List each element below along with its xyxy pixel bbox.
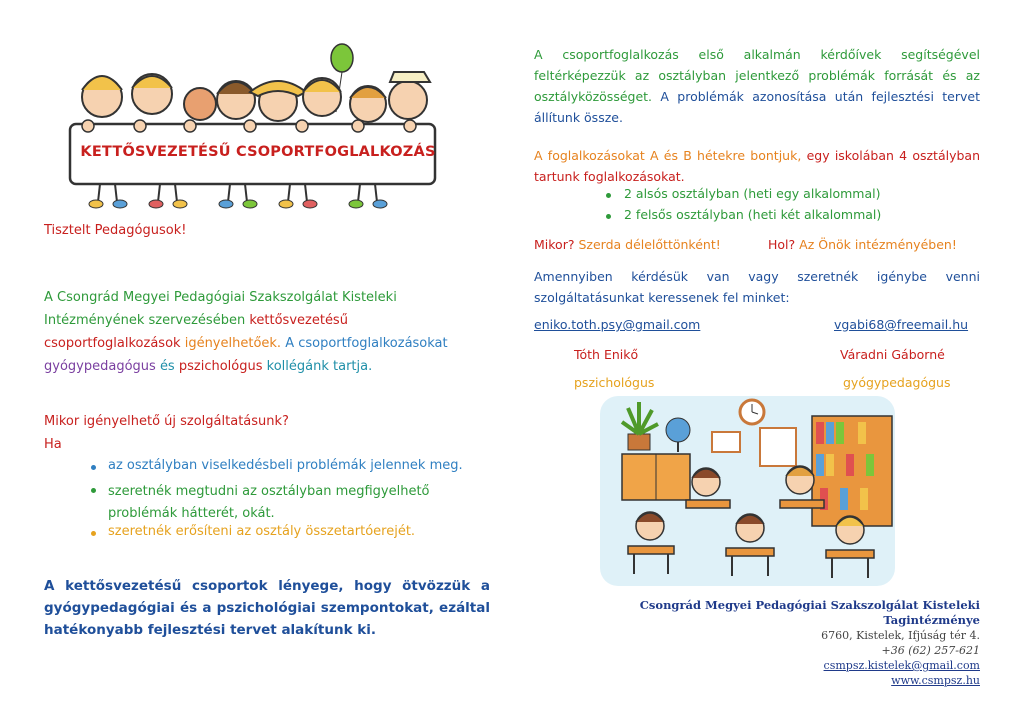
intro-kettos: kettősvezetésű csoportfoglalkozások (44, 313, 348, 351)
intro-gyogyped: gyógypedagógus (44, 359, 156, 374)
contact-email-2[interactable]: vgabi68@freemail.hu (834, 317, 969, 332)
para1-a: A csoportfoglalkozás első alkalmán kérdőívek segítségével feltérképezzük az osztályban jelentkező problémák forrását és az osztályközösséget. (534, 47, 980, 104)
contact-email-1[interactable]: eniko.toth.psy@gmail.com (534, 317, 701, 332)
footer-web[interactable]: www.csmpsz.hu (891, 674, 980, 687)
footer-block (560, 598, 980, 688)
intro-pszich: pszichológus (178, 359, 263, 374)
bullet-dot-2 (91, 488, 96, 493)
para2-a: A foglalkozásokat A és B hétekre bontjuk, (534, 148, 802, 163)
bullet-item-3: szeretnék erősíteni az osztály összetartóerejét. (108, 524, 416, 539)
footer-org: Csongrád Megyei Pedagógiai Szakszolgálat Kisteleki Tagintézménye (639, 598, 980, 627)
list-item-1: 2 alsós osztályban (heti egy alkalommal) (624, 186, 881, 201)
contact-name-2: Váradni Gáborné (840, 347, 945, 362)
where-value: Az Önök intézményében! (799, 237, 957, 252)
when-title: Mikor igényelhető új szolgáltatásunk? (44, 414, 289, 429)
classroom-drawing (600, 396, 895, 586)
greeting: Tisztelt Pedagógusok! (44, 223, 187, 238)
banner-title: KETTŐSVEZETÉSŰ CSOPORTFOGLALKOZÁS (80, 144, 436, 160)
bullet-dot-1 (91, 465, 96, 470)
bullet-item-2: szeretnék megtudni az osztályban megfigyelhető problémák hátterét, okát. (108, 484, 430, 521)
intro-org: A Csongrád Megyei Pedagógiai Szakszolgálat Kisteleki Intézményének szervezésében (44, 290, 397, 328)
right-para-1 (534, 44, 980, 128)
list-dot-2 (606, 214, 611, 219)
intro-foglalkozasokat: A csoportfoglalkozásokat (285, 336, 448, 351)
essence-paragraph: A kettősvezetésű csoportok lényege, hogy ötvözzük a gyógypedagógiai és a pszichológiai szempontokat, ezáltal hatékonyabb fejlesztési tervet alakítunk ki. (44, 578, 490, 638)
bullet-item-1: az osztályban viselkedésbeli problémák jelennek meg. (108, 458, 463, 473)
where-label: Hol? (768, 237, 796, 252)
classroom-illustration (600, 396, 895, 586)
intro-es: és (159, 359, 175, 374)
contact-role-2: gyógypedagógus (843, 375, 951, 390)
intro-igenyelhetok: igényelhetőek. (184, 336, 282, 351)
intro-kollegank: kollégánk tartja. (266, 359, 373, 374)
where-line (768, 237, 957, 252)
if-word: Ha (44, 437, 62, 452)
footer-email[interactable]: csmpsz.kistelek@gmail.com (823, 659, 980, 672)
footer-address: 6760, Kistelek, Ifjúság tér 4. (821, 629, 980, 642)
right-para-2 (534, 145, 980, 187)
list-item-2: 2 felsős osztályban (heti két alkalommal) (624, 207, 882, 222)
para1-b: A problémák azonosítása után fejlesztési tervet állítunk össze. (534, 89, 980, 125)
bullet-dot-3 (91, 531, 96, 536)
footer-phone: +36 (62) 257-621 (881, 644, 980, 657)
intro-paragraph (44, 286, 484, 378)
banner-illustration (40, 42, 450, 212)
kids-illustration (40, 42, 450, 212)
contact-name-1: Tóth Enikő (574, 347, 639, 362)
list-dot-1 (606, 193, 611, 198)
when-value: Szerda délelőttönként! (578, 237, 721, 252)
contact-role-1: pszichológus (574, 375, 655, 390)
when-label: Mikor? (534, 237, 575, 252)
para2-b: egy iskolában 4 osztályban tartunk foglalkozásokat. (534, 148, 980, 184)
contact-text: Amennyiben kérdésük van vagy szeretnék igénybe venni szolgáltatásunkat keressenek fel minket: (534, 269, 980, 305)
